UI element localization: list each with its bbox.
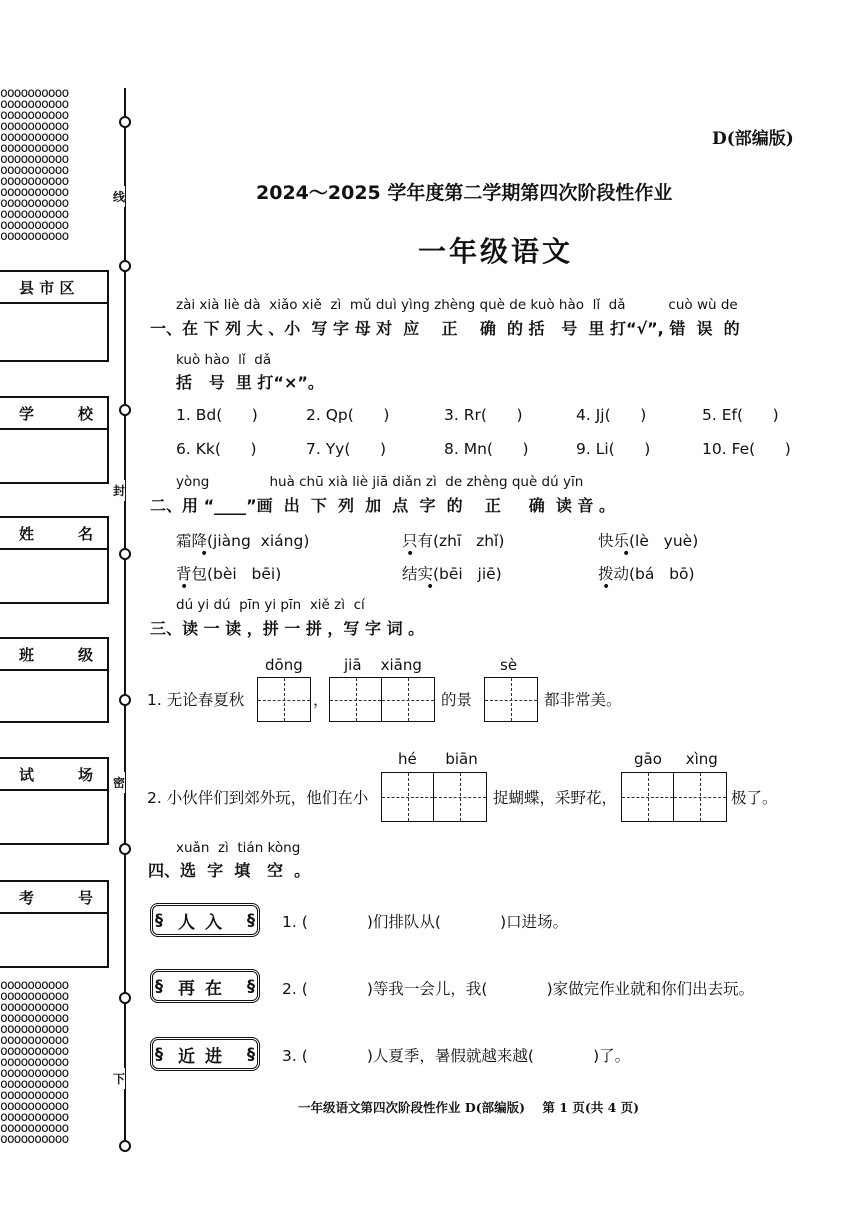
q1-pinyin-2: kuò hào lǐ dǎ bbox=[176, 352, 272, 368]
binding-char: 封 bbox=[113, 480, 125, 501]
binding-char: 密 bbox=[113, 772, 125, 793]
writing-grid[interactable] bbox=[257, 677, 311, 722]
emphasis-dot: • bbox=[200, 546, 209, 562]
writing-grid[interactable] bbox=[484, 677, 538, 722]
q2-heading: 二、用 “____”画 出 下 列 加 点 字 的 正 确 读 音 。 bbox=[150, 496, 616, 515]
field-county[interactable] bbox=[0, 270, 109, 362]
s2-pinyin-1: hé biān bbox=[398, 750, 478, 768]
q1-item[interactable]: 10. Fe( ) bbox=[702, 440, 791, 458]
q4-sentence[interactable]: 1. ( )们排队从( )口进场。 bbox=[282, 913, 569, 931]
field-label: 姓 bbox=[19, 524, 35, 543]
q2-pinyin: yòng huà chū xià liè jiā diǎn zì de zhèng què dú yīn bbox=[176, 474, 584, 490]
binding-char: 下 bbox=[113, 1068, 125, 1089]
field-school[interactable] bbox=[0, 396, 109, 484]
q1-item[interactable]: 5. Ef( ) bbox=[702, 406, 779, 424]
binding-circle bbox=[119, 548, 131, 560]
q4-heading: 四、选 字 填 空 。 bbox=[148, 861, 311, 880]
field-exam-number[interactable] bbox=[0, 880, 109, 968]
emphasis-dot: • bbox=[406, 546, 415, 562]
q4-sentence[interactable]: 3. ( )人夏季，暑假就越来越( )了。 bbox=[282, 1047, 631, 1065]
q4-sentence[interactable]: 2. ( )等我一会儿，我( )家做完作业就和你们出去玩。 bbox=[282, 980, 755, 998]
q2-item[interactable]: 结实(bēi jiē) bbox=[402, 565, 502, 583]
s1-pinyin-3: sè bbox=[500, 656, 518, 674]
field-room[interactable] bbox=[0, 757, 109, 845]
exam-title: 2024～2025 学年度第二学期第四次阶段性作业 bbox=[256, 182, 673, 204]
emphasis-dot: • bbox=[180, 579, 189, 595]
seal-pattern-top: oooooooooo oooooooooo oooooooooo oooooooooo oooooooooo oooooooooo oooooooooo oooooooooo oooooooooo oooooooooo oooooooooo oooooooooo oooooooooo oooooooooo bbox=[0, 86, 69, 244]
q1-item[interactable]: 8. Mn( ) bbox=[444, 440, 529, 458]
q1-item[interactable]: 6. Kk( ) bbox=[176, 440, 257, 458]
subject-title: 一年级语文 bbox=[418, 235, 574, 268]
binding-circle bbox=[119, 116, 131, 128]
q3-pinyin: dú yi dú pīn yi pīn xiě zì cí bbox=[176, 597, 365, 613]
s2-text-a: 2. 小伙伴们到郊外玩，他们在小 bbox=[147, 789, 369, 807]
q2-item[interactable]: 背包(bèi bēi) bbox=[176, 565, 282, 583]
choice-box: § 近进 § bbox=[150, 1037, 260, 1071]
emphasis-dot: • bbox=[426, 579, 435, 595]
choice-box: § 人入 § bbox=[150, 903, 260, 937]
binding-circle bbox=[119, 992, 131, 1004]
page-footer: 一年级语文第四次阶段性作业 D(部编版) 第 1 页(共 4 页) bbox=[298, 1100, 640, 1115]
s1-text-a: 1. 无论春夏秋 bbox=[147, 691, 245, 709]
field-label: 学 bbox=[19, 404, 35, 423]
s1-pinyin-2: jiā xiāng bbox=[344, 656, 422, 674]
q1-item[interactable]: 9. Li( ) bbox=[576, 440, 651, 458]
emphasis-dot: • bbox=[602, 579, 611, 595]
field-label: 县 市 区 bbox=[19, 278, 75, 297]
s1-text-b: 的景 bbox=[441, 691, 473, 709]
field-label-b: 级 bbox=[77, 645, 93, 664]
s2-pinyin-2: gāo xìng bbox=[634, 750, 718, 768]
binding-circle bbox=[119, 260, 131, 272]
q1-heading-2: 括 号 里 打“×”。 bbox=[176, 373, 324, 392]
emphasis-dot: • bbox=[622, 546, 631, 562]
s1-comma: ， bbox=[313, 691, 329, 709]
q4-pinyin: xuǎn zì tián kòng bbox=[176, 840, 301, 856]
q2-item[interactable]: 拨动(bá bō) bbox=[598, 565, 695, 583]
field-class[interactable] bbox=[0, 637, 109, 723]
s1-pinyin-1: dōng bbox=[265, 656, 303, 674]
field-label: 班 bbox=[19, 645, 35, 664]
s1-text-c: 都非常美。 bbox=[544, 691, 622, 709]
binding-line bbox=[124, 88, 126, 1148]
q1-item[interactable]: 2. Qp( ) bbox=[306, 406, 390, 424]
field-label-b: 号 bbox=[77, 888, 93, 907]
field-label-b: 场 bbox=[77, 765, 93, 784]
q2-item[interactable]: 霜降(jiàng xiáng) bbox=[176, 532, 310, 550]
q2-item[interactable]: 只有(zhī zhǐ) bbox=[402, 532, 505, 550]
field-label-b: 名 bbox=[77, 524, 93, 543]
q1-item[interactable]: 3. Rr( ) bbox=[444, 406, 523, 424]
q1-pinyin: zài xià liè dà xiǎo xiě zì mǔ duì yìng zhèng què de kuò hào lǐ dǎ cuò wù de bbox=[176, 297, 738, 313]
binding-circle bbox=[119, 404, 131, 416]
s2-text-c: 极了。 bbox=[731, 789, 778, 807]
field-label-b: 校 bbox=[77, 404, 93, 423]
writing-grid[interactable] bbox=[621, 772, 727, 822]
field-label: 试 bbox=[19, 765, 35, 784]
q1-heading: 一、在 下 列 大 、小 写 字 母 对 应 正 确 的 括 号 里 打“√”, 错 误 的 bbox=[150, 319, 740, 338]
q1-item[interactable]: 1. Bd( ) bbox=[176, 406, 258, 424]
q2-item[interactable]: 快乐(lè yuè) bbox=[598, 532, 699, 550]
q1-item[interactable]: 7. Yy( ) bbox=[306, 440, 387, 458]
version-label: D(部编版) bbox=[712, 129, 794, 149]
writing-grid[interactable] bbox=[329, 677, 435, 722]
s2-text-b: 捉蝴蝶，采野花， bbox=[493, 789, 618, 807]
binding-circle bbox=[119, 843, 131, 855]
q1-item[interactable]: 4. Jj( ) bbox=[576, 406, 647, 424]
binding-char: 线 bbox=[113, 186, 125, 207]
binding-circle bbox=[119, 694, 131, 706]
writing-grid[interactable] bbox=[381, 772, 487, 822]
binding-circle bbox=[119, 1140, 131, 1152]
choice-box: § 再在 § bbox=[150, 969, 260, 1003]
field-label: 考 bbox=[19, 888, 35, 907]
seal-pattern-bottom: oooooooooo oooooooooo oooooooooo oooooooooo oooooooooo oooooooooo oooooooooo oooooooooo oooooooooo oooooooooo oooooooooo oooooooooo oooooooooo oooooooooo oooooooooo bbox=[0, 978, 69, 1147]
q3-heading: 三、读 一 读 ，拼 一 拼 ，写 字 词 。 bbox=[150, 619, 425, 638]
field-name[interactable] bbox=[0, 516, 109, 604]
